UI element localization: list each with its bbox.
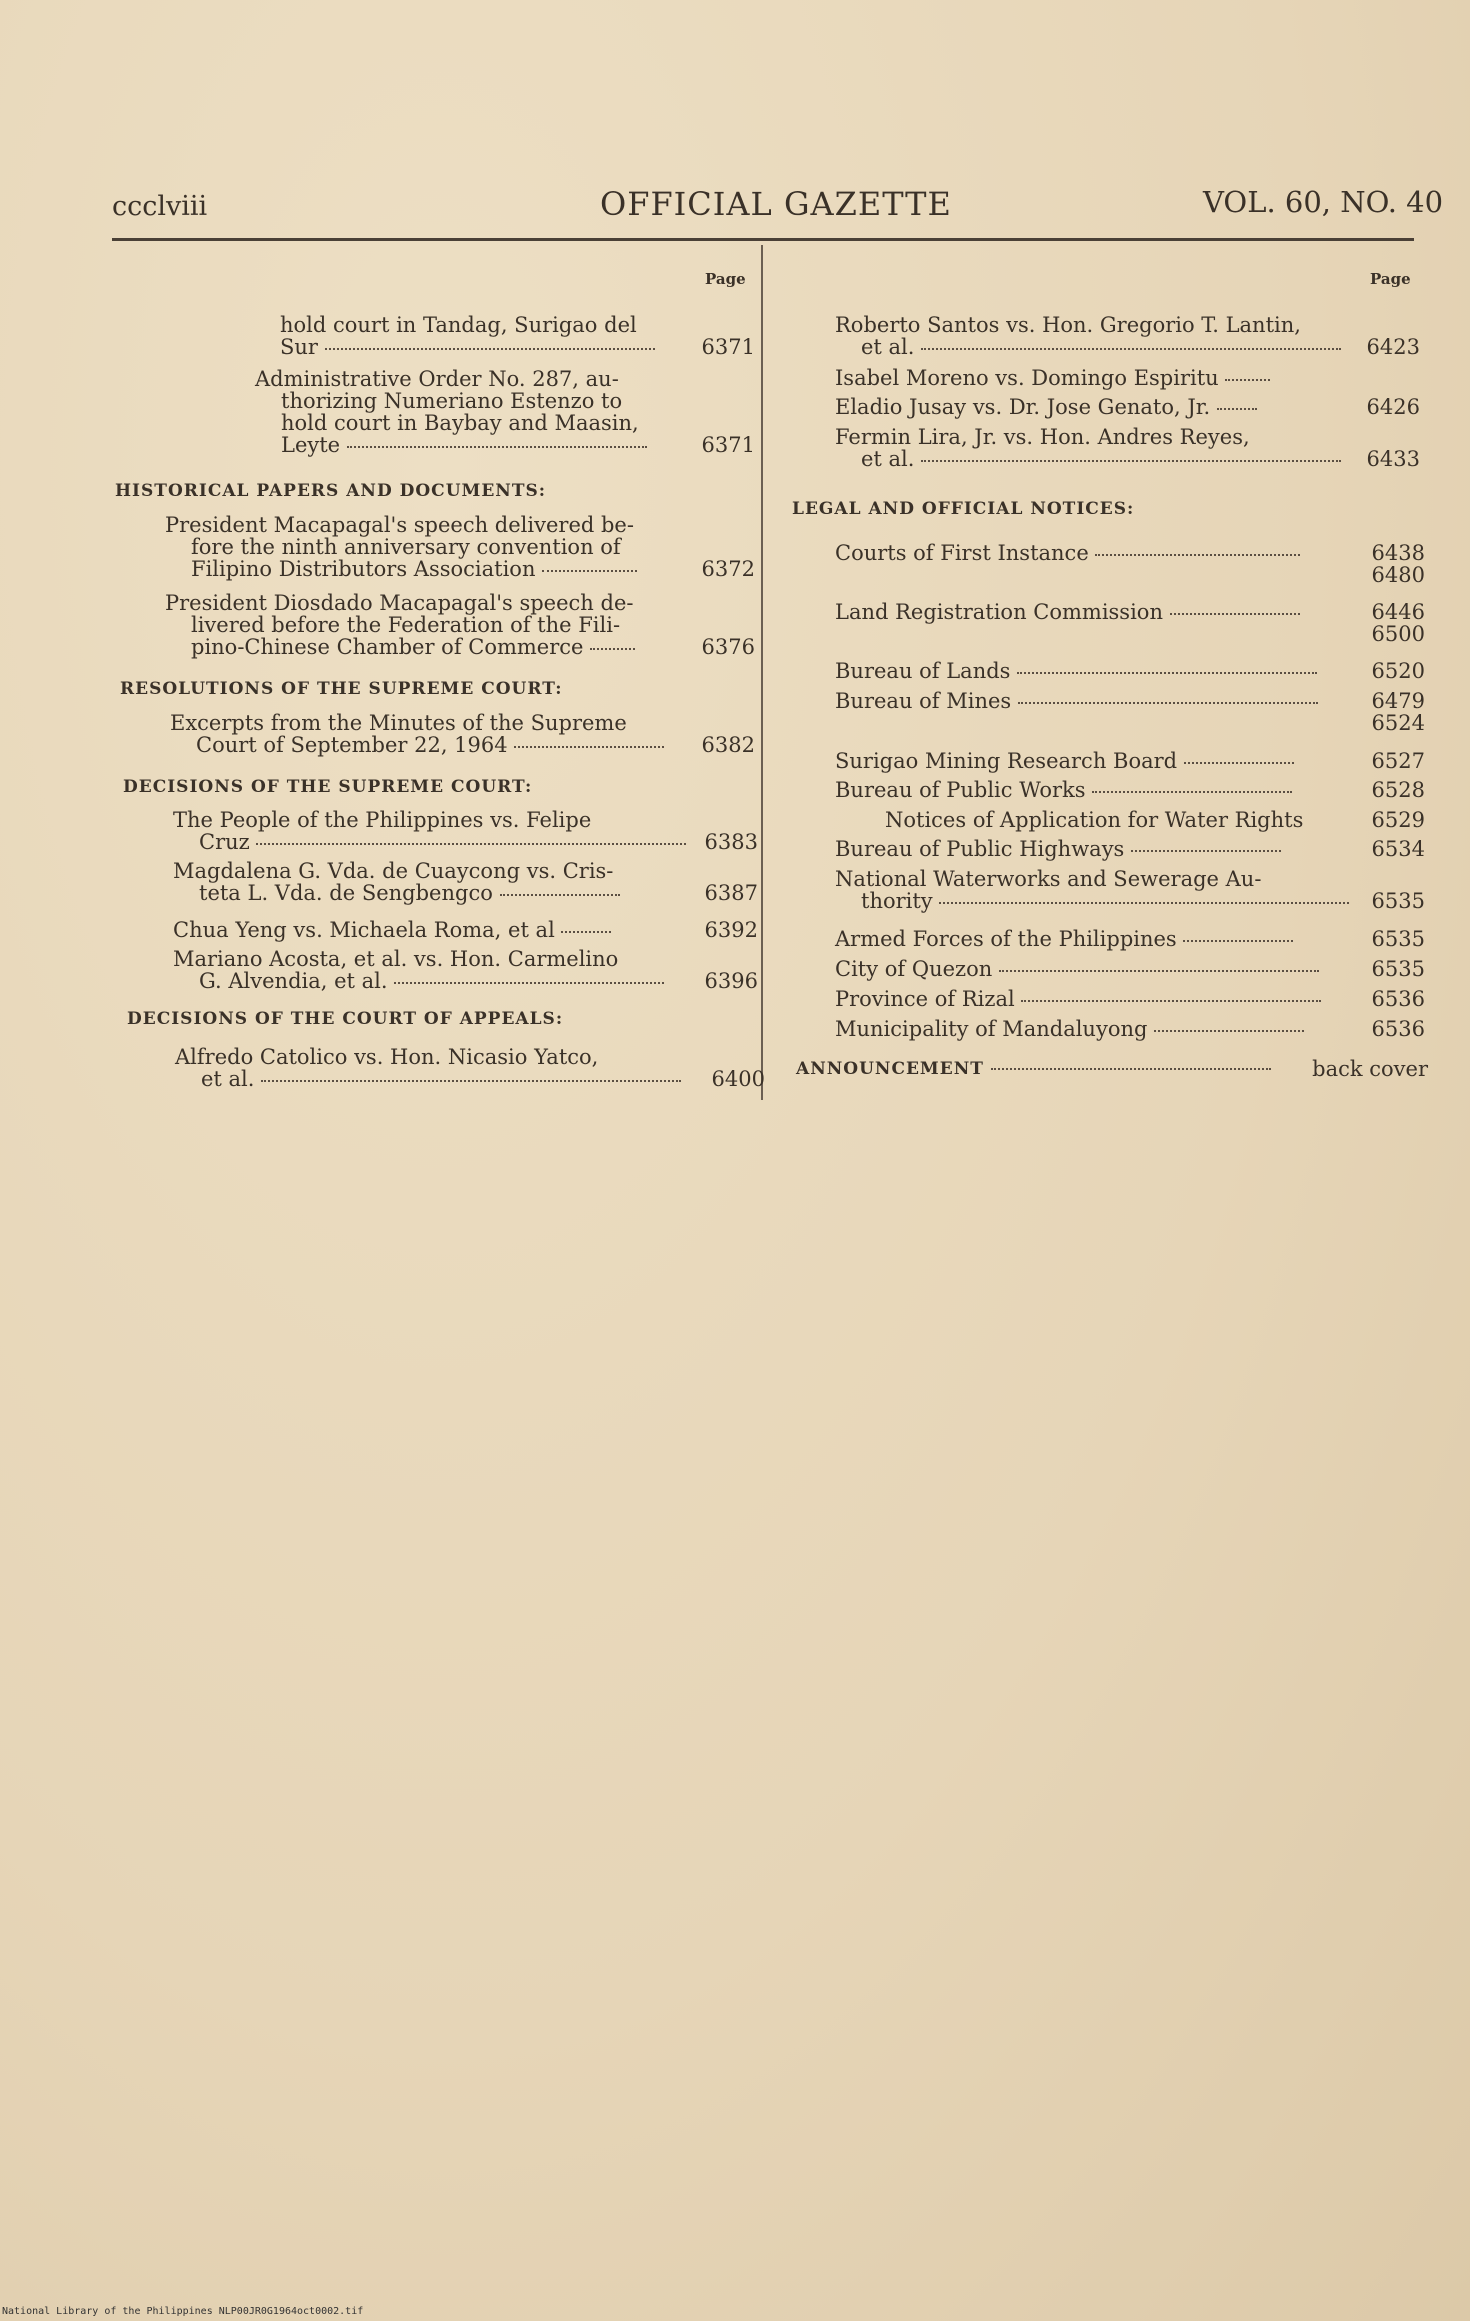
toc-entry[interactable]: Bureau of Public Highways 6534 bbox=[835, 837, 1425, 861]
page-number: back cover bbox=[1312, 1057, 1428, 1081]
page-number: 6372 bbox=[701, 557, 755, 581]
page-header bbox=[0, 185, 1470, 235]
page-number: 6535 bbox=[1371, 927, 1425, 951]
toc-entry[interactable]: Alfredo Catolico vs. Hon. Nicasio Yatco, et al. 6400 bbox=[175, 1045, 765, 1091]
section-heading: DECISIONS OF THE COURT OF APPEALS: bbox=[127, 1009, 564, 1029]
page-number: 6387 bbox=[704, 881, 758, 905]
toc-entry[interactable]: President Macapagal's speech delivered be- fore the ninth anniversary convention of Filipino Distributors Association 6372 bbox=[165, 513, 755, 581]
page-number: 6376 bbox=[701, 635, 755, 659]
toc-entry[interactable]: Municipality of Mandaluyong 6536 bbox=[835, 1017, 1425, 1041]
volume-number: VOL. 60, NO. 40 bbox=[1203, 185, 1444, 219]
toc-entry[interactable]: President Diosdado Macapagal's speech de- livered before the Federation of the Fili- pino-Chinese Chamber of Commerce 6376 bbox=[165, 591, 755, 659]
toc-entry[interactable]: Bureau of Lands 6520 bbox=[835, 659, 1425, 683]
section-heading: RESOLUTIONS OF THE SUPREME COURT: bbox=[120, 679, 563, 699]
page-number: 6480 bbox=[1371, 563, 1425, 587]
page-number: 6396 bbox=[704, 969, 758, 993]
page-number: 6535 bbox=[1371, 957, 1425, 981]
toc-entry[interactable]: ANNOUNCEMENT back cover bbox=[796, 1057, 1428, 1081]
page-number: 6383 bbox=[704, 830, 758, 854]
scan-footer: National Library of the Philippines NLP00JR0G1964oct0002.tif bbox=[2, 2306, 364, 2317]
page-number: 6423 bbox=[1366, 335, 1420, 359]
page-number: 6536 bbox=[1371, 1017, 1425, 1041]
section-heading: HISTORICAL PAPERS AND DOCUMENTS: bbox=[115, 481, 547, 501]
page-number: 6524 bbox=[1371, 711, 1425, 735]
toc-entry[interactable]: Isabel Moreno vs. Domingo Espiritu bbox=[835, 367, 1420, 389]
page-number: 6529 bbox=[1371, 808, 1425, 832]
page-number: 6433 bbox=[1366, 447, 1420, 471]
page-number: 6536 bbox=[1371, 987, 1425, 1011]
toc-entry[interactable]: Courts of First Instance 6480 6438 bbox=[835, 541, 1425, 587]
toc-entry[interactable]: Province of Rizal 6536 bbox=[835, 987, 1425, 1011]
page-number: 6528 bbox=[1371, 778, 1425, 802]
column-divider bbox=[761, 245, 763, 1100]
section-heading: DECISIONS OF THE SUPREME COURT: bbox=[123, 777, 533, 797]
toc-entry[interactable]: Bureau of Public Works 6528 bbox=[835, 778, 1425, 802]
toc-entry[interactable]: Mariano Acosta, et al. vs. Hon. Carmelino G. Alvendia, et al. 6396 bbox=[173, 947, 758, 993]
page-number: 6392 bbox=[704, 918, 758, 942]
page-number: 6535 bbox=[1371, 889, 1425, 913]
page-number: 6479 bbox=[1371, 689, 1425, 713]
toc-entry[interactable]: Land Registration Commission 6500 6446 bbox=[835, 600, 1425, 646]
toc-entry[interactable]: Armed Forces of the Philippines 6535 bbox=[835, 927, 1425, 951]
page-number: 6446 bbox=[1371, 600, 1425, 624]
toc-entry[interactable]: Notices of Application for Water Rights 6529 bbox=[885, 808, 1425, 832]
publication-title: OFFICIAL GAZETTE bbox=[600, 185, 952, 223]
toc-entry[interactable]: Eladio Jusay vs. Dr. Jose Genato, Jr. 6426 bbox=[835, 395, 1420, 419]
toc-entry[interactable]: City of Quezon 6535 bbox=[835, 957, 1425, 981]
page-number: 6400 bbox=[711, 1067, 765, 1091]
toc-entry[interactable]: Magdalena G. Vda. de Cuaycong vs. Cris- teta L. Vda. de Sengbengco 6387 bbox=[173, 859, 758, 905]
page-number: 6371 bbox=[701, 335, 755, 359]
page-number: 6534 bbox=[1371, 837, 1425, 861]
page-number: 6520 bbox=[1371, 659, 1425, 683]
toc-entry[interactable]: Administrative Order No. 287, au- thorizing Numeriano Estenzo to hold court in Baybay and Maasin, Leyte 6371 bbox=[255, 367, 755, 457]
page-number: 6426 bbox=[1366, 395, 1420, 419]
section-heading: LEGAL AND OFFICIAL NOTICES: bbox=[792, 499, 1135, 519]
toc-entry[interactable]: Surigao Mining Research Board 6527 bbox=[835, 749, 1425, 773]
page-number: 6382 bbox=[701, 733, 755, 757]
page-number: 6438 bbox=[1371, 541, 1425, 565]
toc-entry[interactable]: Roberto Santos vs. Hon. Gregorio T. Lantin, et al. 6423 bbox=[835, 313, 1420, 359]
toc-entry[interactable]: Excerpts from the Minutes of the Supreme Court of September 22, 1964 6382 bbox=[170, 711, 755, 757]
toc-entry[interactable]: The People of the Philippines vs. Felipe Cruz 6383 bbox=[173, 808, 758, 854]
header-rule bbox=[112, 238, 1414, 241]
page-number: 6500 bbox=[1371, 622, 1425, 646]
page-column-label: Page bbox=[705, 270, 746, 288]
toc-entry[interactable]: hold court in Tandag, Surigao del Sur 6371 bbox=[280, 313, 755, 359]
page-number: 6527 bbox=[1371, 749, 1425, 773]
toc-entry[interactable]: Chua Yeng vs. Michaela Roma, et al 6392 bbox=[173, 918, 758, 942]
page-number: 6371 bbox=[701, 433, 755, 457]
toc-entry[interactable]: National Waterworks and Sewerage Au- thority 6535 bbox=[835, 867, 1425, 913]
page-numeral: ccclviii bbox=[112, 191, 208, 222]
toc-entry[interactable]: Fermin Lira, Jr. vs. Hon. Andres Reyes, et al. 6433 bbox=[835, 425, 1420, 471]
page-column-label: Page bbox=[1370, 270, 1411, 288]
toc-entry[interactable]: Bureau of Mines 6524 6479 bbox=[835, 689, 1425, 735]
